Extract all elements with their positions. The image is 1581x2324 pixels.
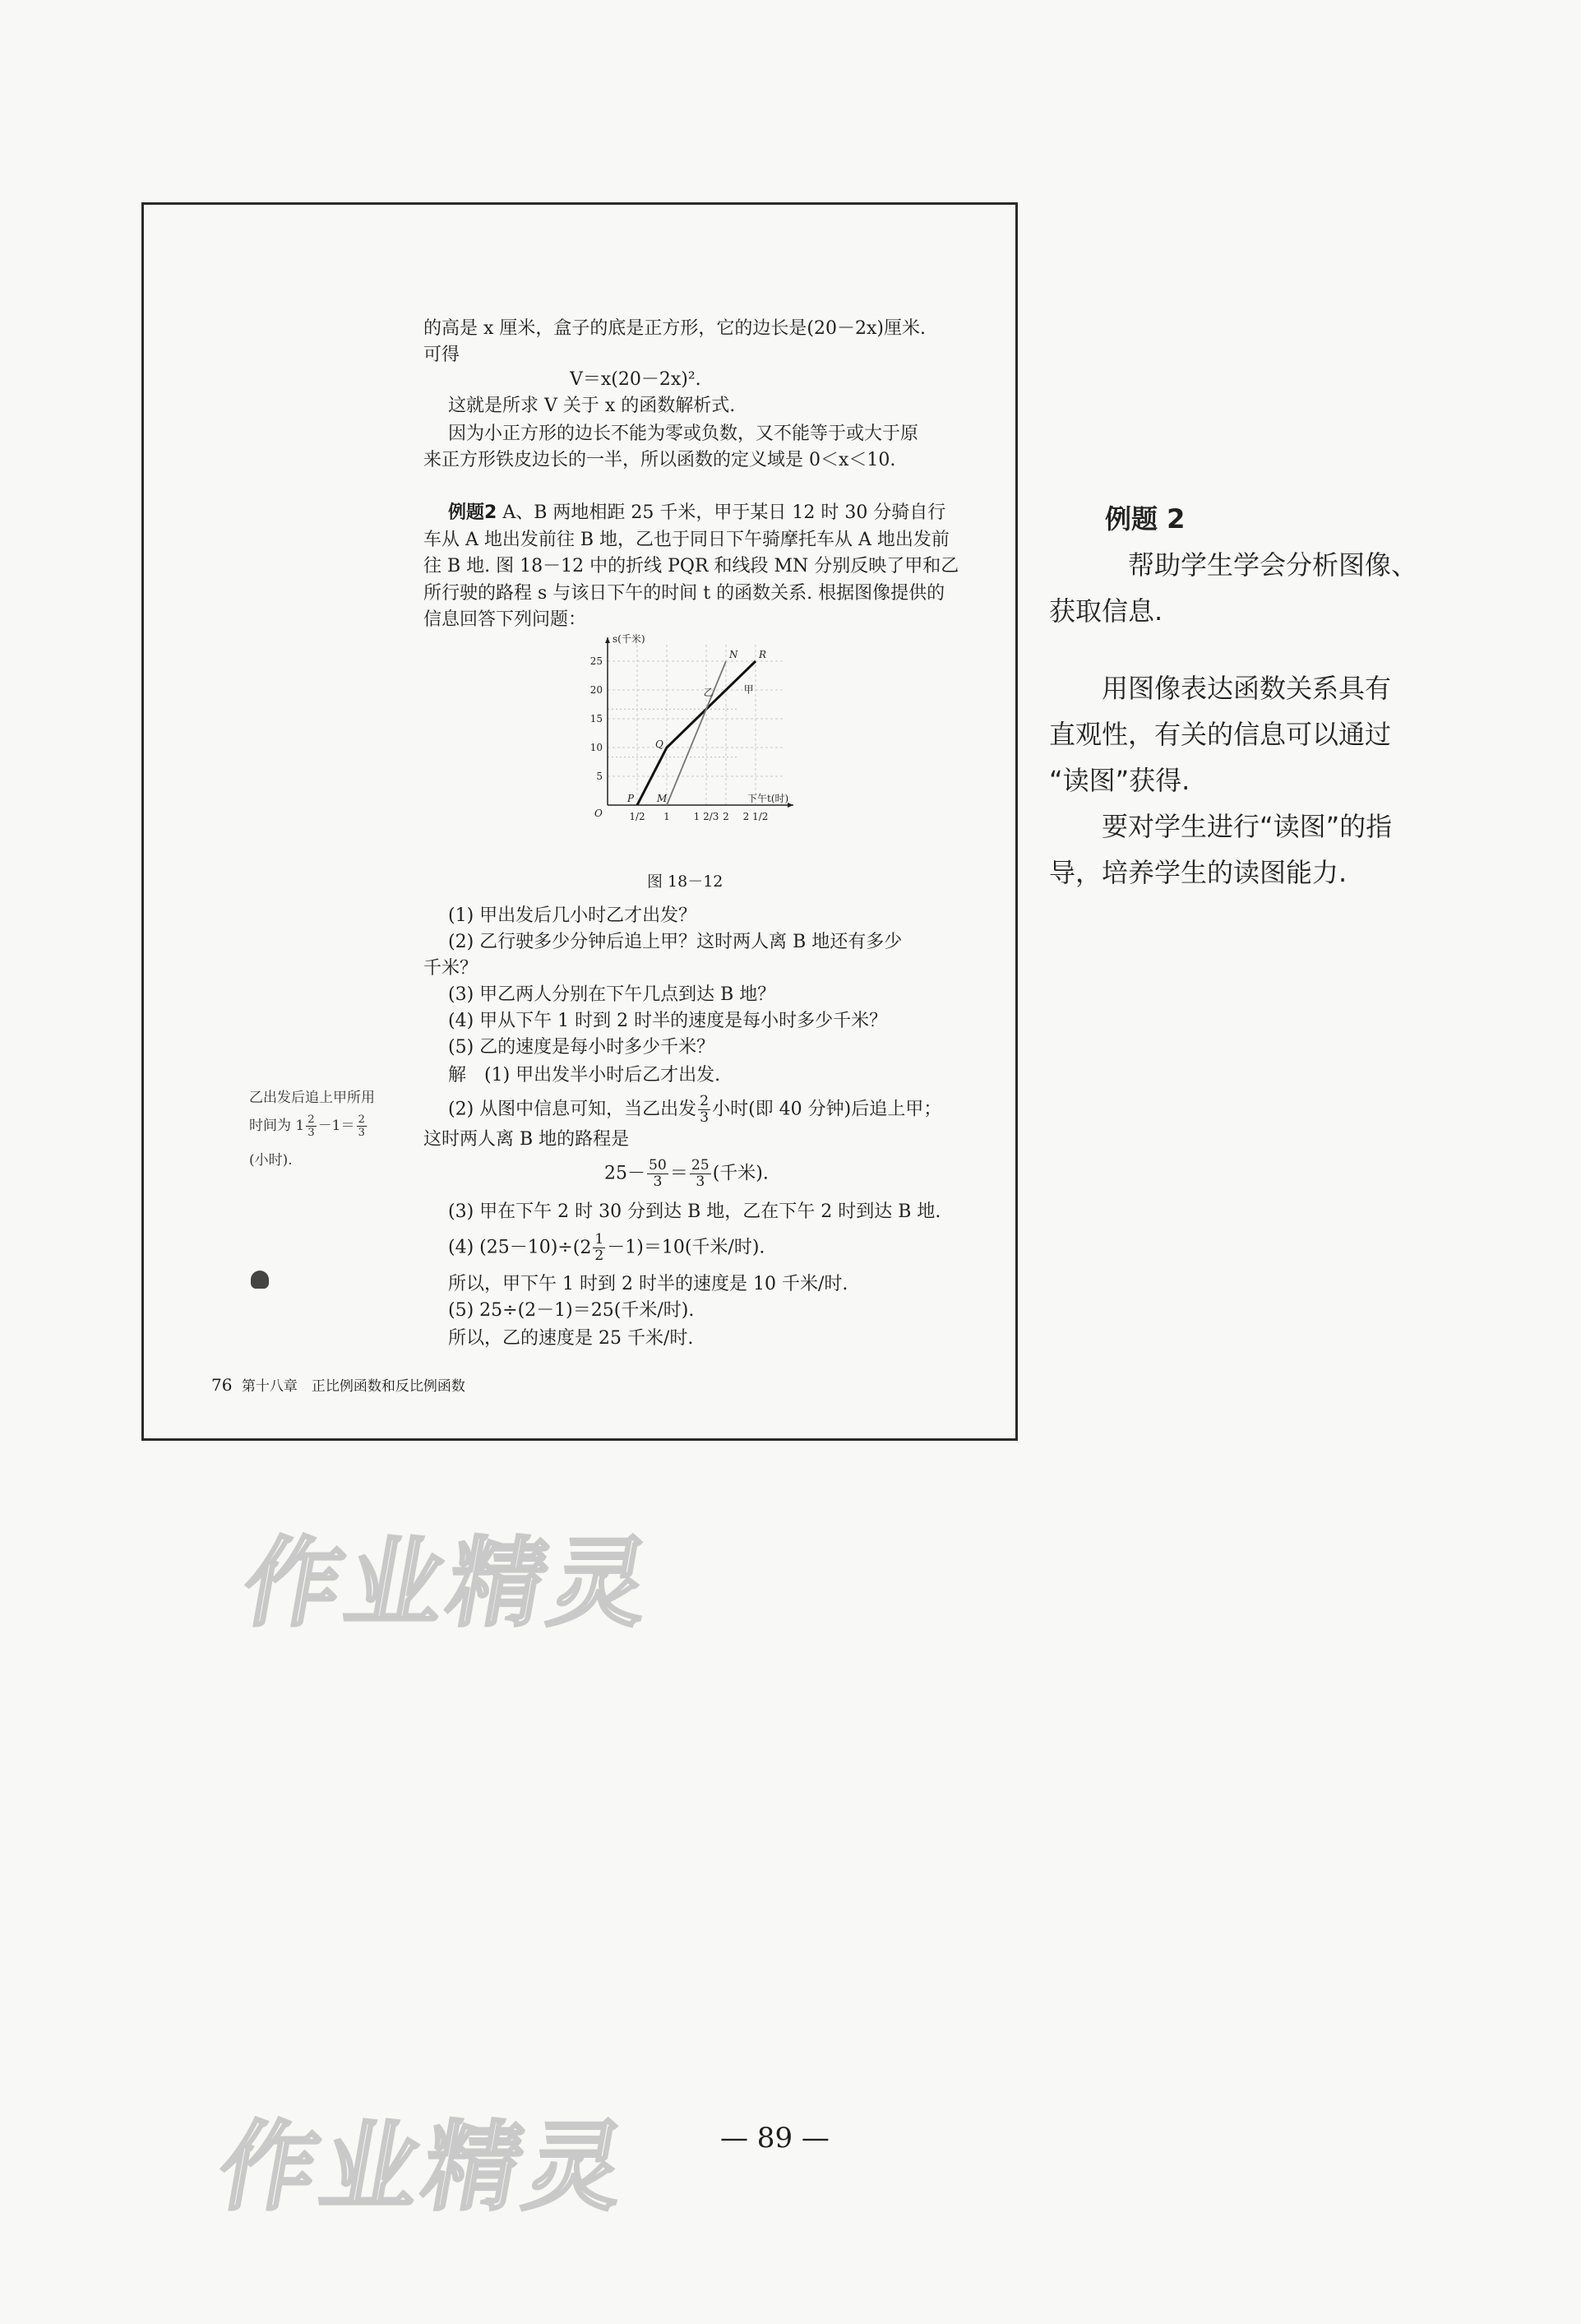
point-label: M [657,793,668,804]
watermark-logo-2: 作业精灵 [210,2110,639,2224]
solution-4 [448,1233,765,1263]
fraction-numerator: 50 [649,1157,667,1174]
footer-chapter: 第十八章 正比例函数和反比例函数 [241,1378,465,1395]
question-1: (1) 甲出发后几小时乙才出发？ [448,905,697,926]
textbook-page [141,202,1018,1441]
solution-3: (3) 甲在下午 2 时 30 分到达 B 地，乙在下午 2 时到达 B 地. [448,1201,941,1222]
solution-4-cont: 所以，甲下午 1 时到 2 时半的速度是 10 千米/时. [448,1274,848,1294]
solution-2 [448,1095,941,1125]
fraction-numerator: 2 [358,1113,365,1126]
x-tick-label: 2 1/2 [742,811,769,822]
equation-unit: (千米). [712,1163,769,1184]
teacher-note-p3b: 导，培养学生的读图能力. [1049,857,1348,888]
intro-line-3: 这就是所求 V 关于 x 的函数解析式. [448,396,736,416]
teacher-note-p3a: 要对学生进行“读图”的指 [1102,811,1393,842]
series-label-jia: 甲 [743,683,754,696]
origin-label: O [594,808,603,819]
point-label: P [627,793,635,804]
intro-line-5: 来正方形铁皮边长的一半，所以函数的定义域是 0＜x＜10. [423,450,896,470]
fraction-numerator: 2 [700,1093,710,1109]
y-tick-label: 5 [596,771,603,782]
teacher-note-p2c: “读图”获得. [1049,765,1190,796]
example-line-4: 所行驶的路程 s 与该日下午的时间 t 的函数关系. 根据图像提供的 [423,583,945,604]
question-2-cont: 千米？ [423,958,478,979]
distance-time-chart [563,633,843,838]
equation-text: 25－ [604,1163,645,1184]
fraction [357,1114,367,1139]
question-2: (2) 乙行驶多少分钟后追上甲？这时两人离 B 地还有多少 [448,932,903,952]
fraction-denominator: 3 [696,1174,705,1191]
fraction [698,1095,710,1125]
sidenote-line-2 [249,1113,368,1139]
fraction-numerator: 2 [307,1113,315,1126]
x-axis-label: 下午t(时) [747,793,789,804]
question-5: (5) 乙的速度是每小时多少千米？ [448,1037,715,1058]
y-tick-label: 20 [589,684,603,696]
x-tick-label: 1/2 [629,811,645,822]
teacher-note-title: 例题 2 [1105,503,1186,535]
sidenote-line-3: (小时). [249,1152,293,1169]
point-label: R [759,649,767,660]
y-axis-label: s(千米) [613,633,645,645]
teacher-note-p1b: 获取信息. [1049,595,1163,627]
question-3: (3) 甲乙两人分别在下午几点到达 B 地？ [448,984,776,1005]
fraction [593,1233,605,1263]
watermark-logo: 作业精灵 [235,1526,663,1640]
x-tick-label: 1 [663,811,670,822]
fraction-numerator: 25 [691,1157,710,1174]
y-axis-arrow [605,637,610,643]
intro-line-4: 因为小正方形的边长不能为零或负数，又不能等于或大于原 [448,424,919,444]
teacher-note-p2a: 用图像表达函数关系具有 [1102,673,1392,704]
solution-4-text-end: －1)＝10(千米/时). [607,1237,765,1258]
intro-line-1: 的高是 x 厘米，盒子的底是正方形，它的边长是(20－2x)厘米. [423,318,926,339]
fraction [647,1159,668,1189]
bulb-icon [251,1271,269,1289]
fraction [306,1114,316,1139]
example-label: 例题2 [448,502,497,523]
sidenote-text: 时间为 1 [249,1118,305,1134]
fraction-denominator: 2 [594,1248,604,1265]
footer-page-number: 76 [211,1375,233,1395]
y-tick-label: 10 [589,742,603,753]
fraction [690,1159,711,1189]
mixed-number [573,1233,608,1263]
question-4: (4) 甲从下午 1 时到 2 时半的速度是每小时多少千米？ [448,1011,888,1031]
sidenote-line-1: 乙出发后追上甲所用 [249,1090,375,1106]
example-line-1 [448,501,945,525]
fraction-denominator: 3 [653,1174,663,1191]
point-label: N [729,649,738,660]
solution-4-text: (4) (25－10)÷ [448,1237,573,1258]
solution-1: 解 (1) 甲出发半小时后乙才出发. [448,1065,721,1086]
example-line-2: 车从 A 地出发前往 B 地，乙也于同日下午骑摩托车从 A 地出发前 [423,530,950,550]
page-footer [211,1374,465,1395]
solution-2-text: (2) 从图中信息可知，当乙出发 [448,1099,697,1120]
solution-5-cont: 所以，乙的速度是 25 千米/时. [448,1328,694,1349]
solution-5: (5) 25÷(2－1)＝25(千米/时). [448,1300,695,1321]
equation-equals: ＝ [669,1163,688,1184]
teacher-note-p1a: 帮助学生学会分析图像、 [1128,549,1418,581]
fraction-denominator: 3 [358,1127,365,1139]
y-tick-label: 25 [589,655,603,667]
page-number: — 89 — [720,2122,830,2155]
fraction-numerator: 1 [594,1231,604,1248]
figure-caption: 图 18－12 [647,873,723,891]
series-label-yi: 乙 [703,687,714,698]
example-text-1: A、B 两地相距 25 千米，甲于某日 12 时 30 分骑自行 [502,502,946,523]
fraction-denominator: 3 [700,1109,710,1127]
solution-2-cont: 这时两人离 B 地的路程是 [423,1129,630,1150]
teacher-note-p2b: 直观性，有关的信息可以通过 [1049,719,1392,750]
y-tick-label: 15 [589,713,603,725]
sidenote-text-mid: －1＝ [317,1118,355,1134]
intro-line-2: 可得 [423,345,460,365]
example-line-3: 往 B 地. 图 18－12 中的折线 PQR 和线段 MN 分别反映了甲和乙 [423,556,959,576]
volume-formula: V＝x(20－2x)². [570,369,701,390]
solution-2-text-end: 小时(即 40 分钟)后追上甲； [712,1099,942,1120]
mixed-whole: (2 [572,1237,592,1258]
series-line-yi [667,661,726,805]
x-tick-label: 1 2/3 [693,811,719,822]
x-tick-label: 2 [723,811,729,822]
distance-equation [604,1159,769,1189]
fraction-denominator: 3 [307,1127,315,1139]
example-line-5: 信息回答下列问题： [423,609,587,630]
point-label: Q [655,738,663,750]
